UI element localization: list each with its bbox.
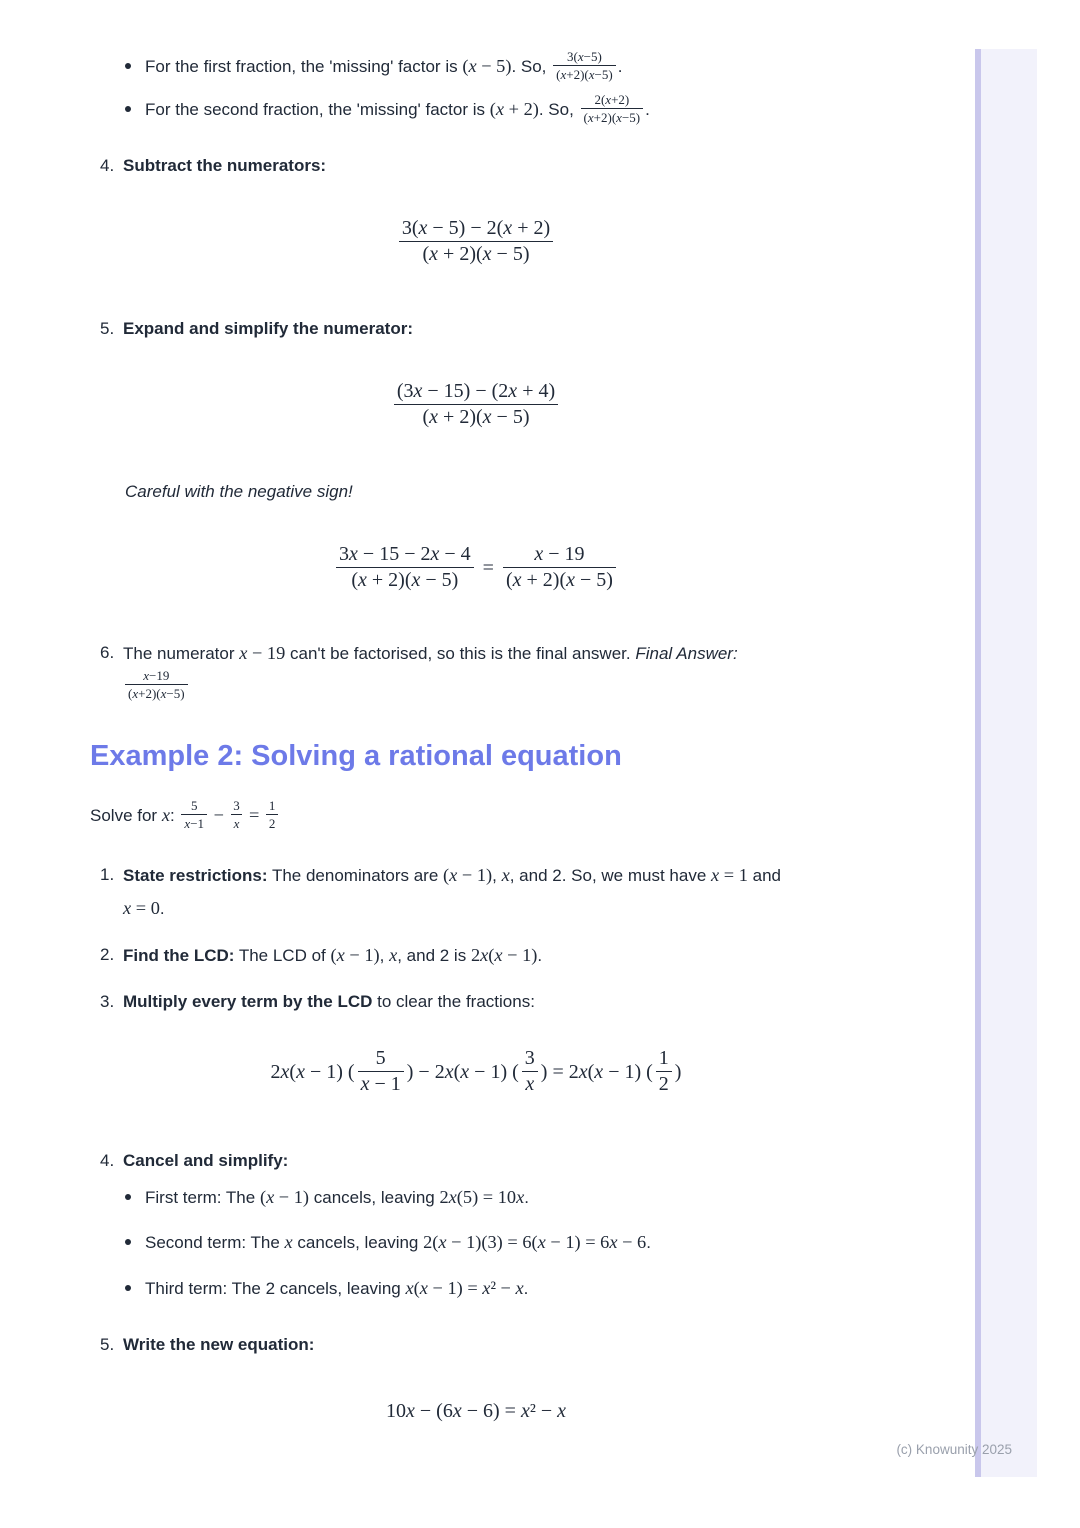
- document-content: [90, 50, 862, 1423]
- section-heading: Example 2: Solving a rational equation: [90, 740, 622, 773]
- list-item: [90, 93, 862, 126]
- fraction-denominator: x: [525, 1073, 535, 1096]
- text-run: .: [523, 1279, 529, 1299]
- text-run: cancels, leaving: [292, 1233, 424, 1253]
- step-text: [123, 1145, 862, 1177]
- fraction-denominator: (x+2)(x−5): [556, 66, 613, 82]
- step-label: Write the new equation:: [123, 1335, 315, 1355]
- text-run: Second term: The: [145, 1233, 285, 1253]
- step-label: Multiply every term by the LCD: [123, 992, 373, 1012]
- math-inline: x: [389, 945, 398, 966]
- equation-display: [90, 218, 862, 265]
- fraction-numerator: 3(x − 5) − 2(x + 2): [399, 218, 553, 242]
- fraction: [522, 1048, 538, 1095]
- math-inline: 2x(5) = 10x: [439, 1187, 525, 1208]
- math-inline: x: [501, 865, 510, 886]
- fraction-numerator: 1: [266, 799, 279, 815]
- numbered-step: [90, 637, 862, 702]
- fraction-numerator: 3: [231, 799, 243, 815]
- text-run: to clear the fractions:: [372, 992, 535, 1012]
- fraction: [358, 1048, 404, 1095]
- fraction-denominator: 2: [658, 1073, 669, 1096]
- bullet-icon: [125, 1285, 131, 1291]
- fraction-denominator: x − 1: [360, 1073, 401, 1096]
- text-run: . So,: [511, 57, 552, 76]
- text-run: The denominators are: [267, 866, 444, 886]
- numbered-step: [90, 986, 862, 1018]
- list-item: [90, 1226, 862, 1259]
- math-inline: x(x − 1) = x² − x: [405, 1278, 524, 1299]
- step-label: Find the LCD:: [123, 946, 235, 966]
- text-run: Third term: The 2 cancels, leaving: [145, 1279, 406, 1299]
- math-inline: x = 1: [711, 865, 748, 886]
- math-inline: 2(x − 1)(3) = 6(x − 1) = 6x − 6: [423, 1232, 647, 1253]
- equation-display: [90, 542, 862, 591]
- step-number: 1.: [100, 865, 115, 885]
- fraction-denominator: (x + 2)(x − 5): [422, 406, 530, 429]
- step-number: 2.: [100, 945, 115, 965]
- list-item: [90, 50, 862, 83]
- fraction: [231, 799, 243, 830]
- list-item-text: [145, 1226, 862, 1259]
- math-inline: 2x(x − 1): [470, 945, 538, 966]
- step-number: 4.: [100, 1151, 115, 1171]
- math-inline: (x − 1): [330, 945, 380, 966]
- equation-display: [90, 1048, 862, 1095]
- fraction: [394, 381, 558, 428]
- step-text: [123, 859, 783, 925]
- list-item-text: [145, 93, 862, 126]
- math-inline: ) − 2x(x − 1) (: [406, 1060, 519, 1083]
- text-run: Solve for: [90, 806, 162, 826]
- copyright-watermark: (c) Knowunity 2025: [896, 1442, 1012, 1457]
- math-inline: (x − 1): [443, 865, 493, 886]
- step-text: [123, 313, 862, 345]
- fraction-numerator: x − 19: [503, 544, 616, 568]
- fraction: [336, 544, 474, 591]
- fraction-numerator: 2(x+2): [581, 93, 644, 109]
- text-run: .: [524, 1188, 529, 1208]
- text-run: :: [169, 806, 180, 826]
- math-inline: (x − 1): [259, 1187, 310, 1208]
- step-text: [123, 150, 862, 182]
- fraction-numerator: 1: [656, 1048, 672, 1072]
- fraction-denominator: (x + 2)(x − 5): [422, 243, 530, 266]
- fraction-denominator: (x + 2)(x − 5): [505, 569, 613, 592]
- step-text: [123, 986, 862, 1018]
- text-run: The LCD of: [234, 946, 331, 966]
- math-inline: (x − 5): [462, 56, 512, 76]
- math-inline: (x + 2): [489, 99, 539, 120]
- fraction-denominator: x−1: [184, 815, 205, 831]
- text-run: and: [747, 866, 781, 886]
- math-inline: x: [284, 1232, 293, 1253]
- fraction: [266, 799, 279, 830]
- fraction-numerator: 5: [181, 799, 207, 815]
- bullet-icon: [125, 106, 131, 112]
- italic-text: Final Answer:: [635, 644, 738, 664]
- fraction: [581, 93, 644, 124]
- bullet-icon: [125, 1194, 131, 1200]
- numbered-step: [90, 150, 862, 182]
- fraction-denominator: 2: [268, 815, 276, 831]
- list-item: [90, 1181, 862, 1214]
- numbered-step: [90, 313, 862, 345]
- math-inline: ) = 2x(x − 1) (: [540, 1060, 653, 1083]
- list-item: [90, 1272, 862, 1305]
- fraction: [656, 1048, 672, 1095]
- list-item-text: [145, 1272, 862, 1305]
- step-text: [123, 1329, 862, 1361]
- math-inline: x: [161, 805, 170, 826]
- math-inline: x − 19: [239, 643, 286, 664]
- text-run: .: [646, 1233, 651, 1253]
- step-label: State restrictions:: [123, 866, 268, 886]
- fraction: [399, 218, 553, 265]
- list-item-text: [145, 1181, 862, 1214]
- equals-sign: =: [482, 556, 494, 579]
- fraction-numerator: (3x − 15) − (2x + 4): [394, 381, 558, 405]
- equation-row: [336, 544, 616, 591]
- text-run: .: [617, 57, 623, 76]
- fraction-denominator: (x+2)(x−5): [583, 109, 641, 125]
- numbered-step: [90, 1329, 862, 1361]
- text-run: . So,: [538, 100, 579, 120]
- math-inline: 10x − (6x − 6) = x² − x: [385, 1400, 566, 1423]
- fraction-denominator: (x+2)(x−5): [128, 685, 185, 701]
- equation-row: [271, 1048, 682, 1095]
- step-text: [123, 939, 862, 972]
- text-run: ,: [379, 946, 390, 966]
- step-number: 4.: [100, 156, 115, 176]
- math-inline: x = 0: [123, 898, 160, 919]
- text-run: , and 2 is: [397, 946, 471, 966]
- numbered-step: [90, 859, 862, 925]
- text-run: cancels, leaving: [309, 1188, 440, 1208]
- next-page-preview[interactable]: [975, 49, 1037, 1477]
- minus-sign: −: [209, 805, 229, 826]
- step-label: Expand and simplify the numerator:: [123, 319, 413, 339]
- fraction-numerator: 3: [522, 1048, 538, 1072]
- equals-sign: =: [244, 805, 264, 826]
- step-number: 5.: [100, 319, 115, 339]
- math-inline: ): [674, 1060, 682, 1083]
- fraction-numerator: 3(x−5): [553, 50, 616, 66]
- text-run: , and 2. So, we must have: [509, 866, 712, 886]
- fraction-numerator: 3x − 15 − 2x − 4: [336, 544, 474, 568]
- step-number: 6.: [100, 643, 115, 663]
- text-run: can't be factorised, so this is the final answer.: [285, 644, 636, 664]
- fraction-denominator: x: [233, 815, 240, 831]
- fraction: [125, 669, 188, 700]
- fraction-numerator: 5: [358, 1048, 404, 1072]
- text-run: For the first fraction, the 'missing' factor is: [145, 57, 463, 76]
- note-text: Careful with the negative sign!: [125, 482, 353, 502]
- fraction-numerator: x−19: [125, 669, 188, 685]
- step-label: Cancel and simplify:: [123, 1151, 289, 1171]
- text-run: The numerator: [123, 644, 240, 664]
- bullet-icon: [125, 1239, 131, 1245]
- text-run: .: [537, 946, 543, 966]
- text-run: First term: The: [145, 1188, 260, 1208]
- fraction-denominator: (x + 2)(x − 5): [351, 569, 459, 592]
- bullet-icon: [125, 63, 131, 69]
- numbered-step: [90, 1145, 862, 1177]
- text-run: For the second fraction, the 'missing' factor is: [145, 100, 490, 120]
- fraction: [553, 50, 616, 81]
- text-run: .: [645, 100, 650, 120]
- fraction: [181, 799, 207, 830]
- fraction: [503, 544, 616, 591]
- step-label: Subtract the numerators:: [123, 156, 327, 176]
- step-number: 5.: [100, 1335, 115, 1355]
- problem-statement: [90, 796, 862, 835]
- text-run: .: [159, 899, 165, 919]
- step-text: [123, 637, 803, 702]
- text-run: ,: [492, 866, 502, 886]
- math-inline: 2x(x − 1) (: [270, 1060, 355, 1083]
- equation-display: [90, 1399, 862, 1423]
- list-item-text: [145, 50, 862, 83]
- step-number: 3.: [100, 992, 115, 1012]
- equation-display: [90, 381, 862, 428]
- numbered-step: [90, 939, 862, 972]
